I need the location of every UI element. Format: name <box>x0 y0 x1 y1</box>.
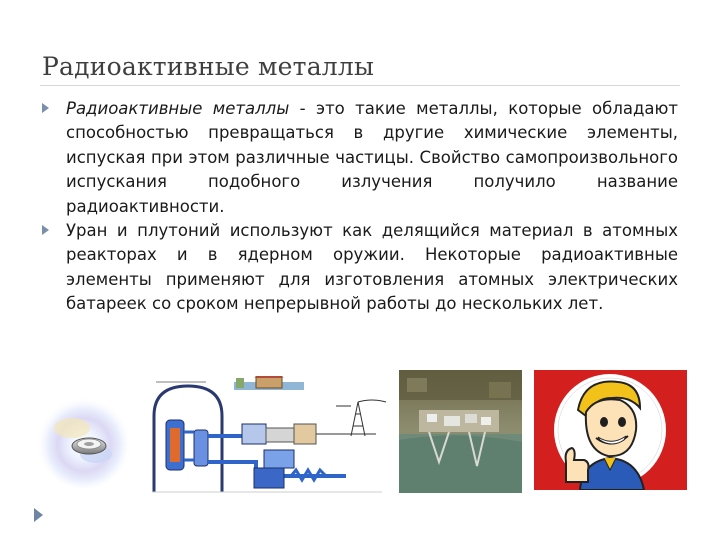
radioactive-sample-image <box>34 388 134 488</box>
title-divider <box>40 85 680 86</box>
bullet-item-definition <box>42 97 678 219</box>
bullet-list <box>42 97 678 317</box>
slide-title: Радиоактивные металлы <box>42 52 375 81</box>
triangle-bullet-icon <box>42 103 49 113</box>
triangle-nav-icon <box>34 508 43 522</box>
bullet-term: Радиоактивные металлы <box>66 99 290 118</box>
bullet-item-uses <box>42 219 678 317</box>
nuclear-plant-diagram <box>146 376 388 494</box>
bullet-text: - это такие металлы, которые обладают способностью превращаться в другие химические элементы, испуская при этом различные частицы. Свойство самопроизвольного испускания подобного излучения получило название радиоактивности. <box>66 99 679 216</box>
nuclear-facility-photo <box>399 370 522 493</box>
vault-boy-badge <box>534 370 687 490</box>
bullet-text: Уран и плутоний используют как делящийся материал в атомных реакторах и в ядерном оружии. Некоторые радиоактивные элементы применяют для изготовления атомных электрических батареек со сроком непрерывной работы до нескольких лет. <box>66 221 678 314</box>
triangle-bullet-icon <box>42 225 49 235</box>
